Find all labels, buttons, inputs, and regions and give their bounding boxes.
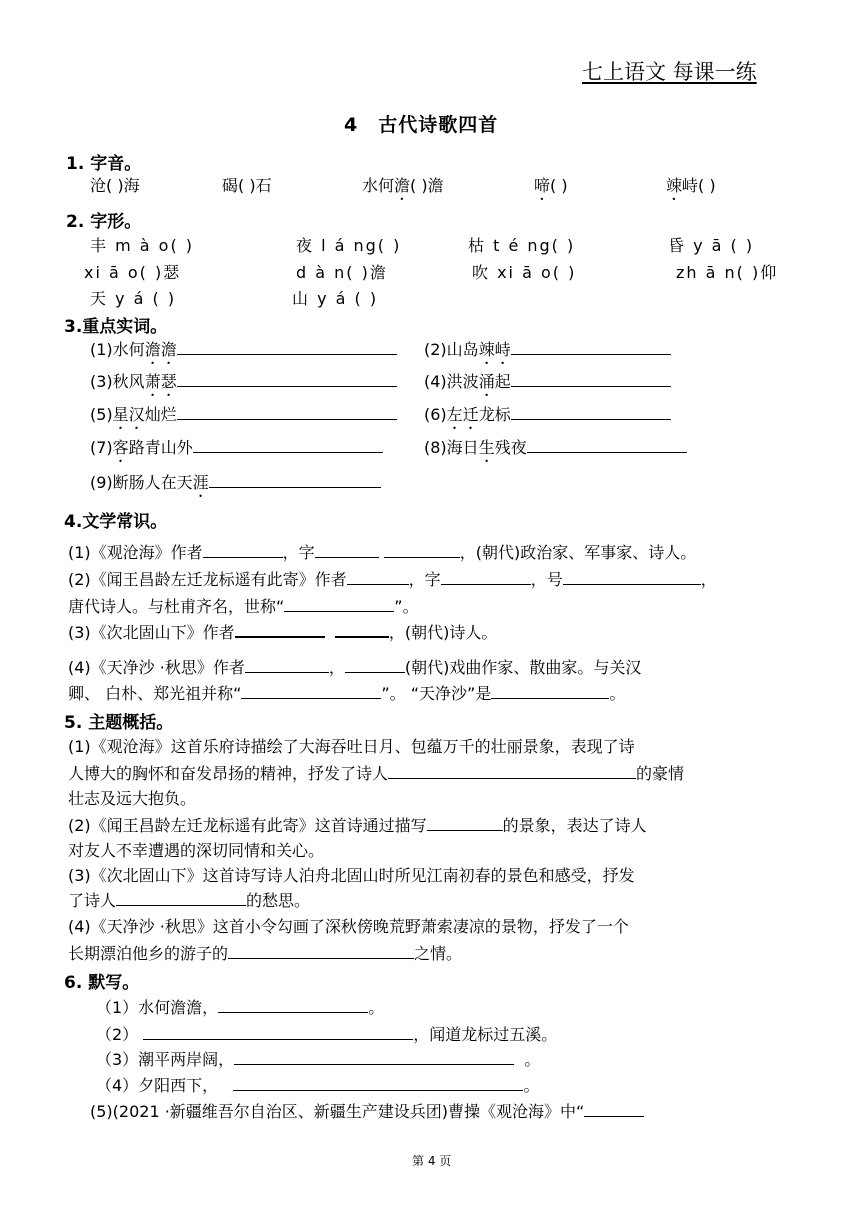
section-4-heading: 4.文学常识。 xyxy=(64,512,168,532)
section-5-heading: 5. 主题概括。 xyxy=(64,713,174,733)
s1-item-1: 沧( )海 xyxy=(90,176,140,195)
s4-line-2: (2)《闻王昌龄左迁龙标遥有此寄》作者 ，字 ，号 ， xyxy=(68,570,717,589)
s3-item-1: (1)水何澹澹 xyxy=(90,337,397,368)
s3-item-8: (8)海日生残夜 xyxy=(424,435,687,466)
section-2-heading: 2. 字形。 xyxy=(66,212,142,232)
s5-p1-a: (1)《观沧海》这首乐府诗描绘了大海吞吐日月、包蕴万千的壮丽景象，表现了诗 xyxy=(68,737,635,756)
s2-r1-3: 枯 t é ng( ) xyxy=(468,236,576,255)
s2-r1-4: 昏 y ā ( ) xyxy=(668,236,755,255)
s3-item-9: (9)断肠人在天涯 xyxy=(90,470,381,501)
s2-r2-2: d à n( )澹 xyxy=(296,263,388,282)
s5-p4-a: (4)《天净沙 ·秋思》这首小令勾画了深秋傍晚荒野萧索凄凉的景物，抒发了一个 xyxy=(68,917,629,936)
s3-item-5: (5)星汉灿烂 xyxy=(90,402,397,433)
s6-line-1: （1）水何澹澹， 。 xyxy=(96,998,385,1017)
s2-r2-1: xi ā o( )瑟 xyxy=(84,263,182,282)
s5-p3-b: 了诗人 的愁思。 xyxy=(68,891,311,910)
s4-line-1: (1)《观沧海》作者 ，字 ，(朝代)政治家、军事家、诗人。 xyxy=(68,543,697,562)
s6-line-3: （3）潮平两岸阔， 。 xyxy=(96,1050,541,1069)
s6-line-4: （4）夕阳西下， 。 xyxy=(96,1076,540,1095)
s5-p2-b: 对友人不幸遭遇的深切同情和关心。 xyxy=(68,841,325,860)
s2-r2-3: 吹 xi ā o( ) xyxy=(472,263,577,282)
s2-r1-2: 夜 l á ng( ) xyxy=(296,236,402,255)
section-3-heading: 3.重点实词。 xyxy=(64,317,168,337)
s4-line-3: 唐代诗人。与杜甫齐名，世称“ ”。 xyxy=(68,597,419,616)
s1-item-2: 碣( )石 xyxy=(222,176,272,195)
header-tag: 七上语文 每课一练 xyxy=(582,60,757,84)
s3-item-7: (7)客路青山外 xyxy=(90,435,383,466)
s3-item-6: (6)左迁龙标 xyxy=(424,402,671,433)
s6-line-2: （2） ，闻道龙标过五溪。 xyxy=(96,1025,558,1044)
s5-p3-a: (3)《次北固山下》这首诗写诗人泊舟北固山时所见江南初春的景色和感受，抒发 xyxy=(68,866,635,885)
page-title: 4 古代诗歌四首 xyxy=(344,114,499,136)
s1-item-3: 水何澹( )澹 xyxy=(362,176,444,195)
s2-r3-1: 天 y á ( ) xyxy=(90,289,177,308)
s4-line-6: 卿、 白朴、郑光祖并称“ ”。 “天净沙”是 。 xyxy=(68,684,626,703)
s5-p1-b: 人博大的胸怀和奋发昂扬的精神，抒发了诗人 的豪情 xyxy=(68,764,685,783)
s5-p4-b: 长期漂泊他乡的游子的 之情。 xyxy=(68,944,463,963)
s5-p2-a: (2)《闻王昌龄左迁龙标遥有此寄》这首诗通过描写 的景象，表达了诗人 xyxy=(68,816,647,835)
section-1-heading: 1. 字音。 xyxy=(66,154,142,174)
s4-line-4: (3)《次北固山下》作者 ，(朝代)诗人。 xyxy=(68,620,497,643)
s2-r2-4: zh ā n( )仰 xyxy=(676,263,779,282)
s2-r3-2: 山 y á ( ) xyxy=(292,289,379,308)
s4-line-5: (4)《天净沙 ·秋思》作者 ， (朝代)戏曲作家、散曲家。与关汉 xyxy=(68,658,642,677)
s3-item-4: (4)洪波涌起 xyxy=(424,369,671,400)
s6-line-5: (5)(2021 ·新疆维吾尔自治区、新疆生产建设兵团)曹操《观沧海》中“ xyxy=(90,1099,644,1122)
s5-p1-c: 壮志及远大抱负。 xyxy=(68,789,197,808)
s3-item-2: (2)山岛竦峙 xyxy=(424,337,671,368)
s1-item-5: 竦峙( ) xyxy=(666,176,716,195)
s1-item-4: 啼( ) xyxy=(534,176,568,195)
s3-item-3: (3)秋风萧瑟 xyxy=(90,369,397,400)
s2-r1-1: 丰 m à o( ) xyxy=(90,236,195,255)
page-number: 第 4 页 xyxy=(412,1154,452,1168)
section-6-heading: 6. 默写。 xyxy=(64,973,140,993)
